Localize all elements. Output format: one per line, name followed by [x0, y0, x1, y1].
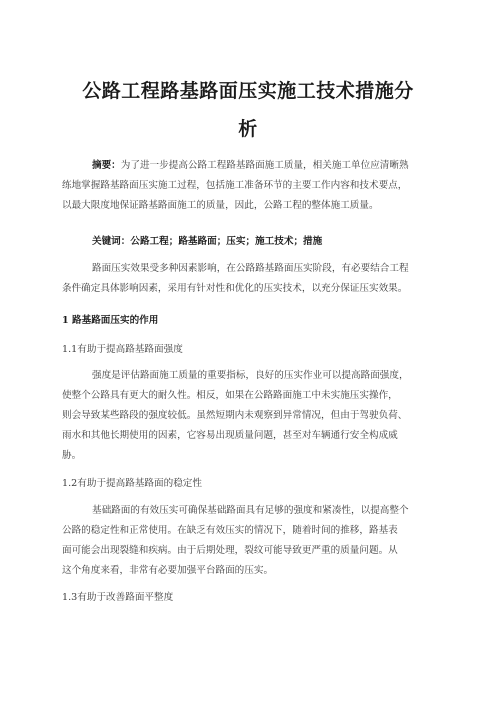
section-1-heading: 1 路基路面压实的作用 [62, 315, 159, 326]
s11-line-1: 强度是评估路面施工质量的重要指标，良好的压实作业可以提高路面强度， [92, 370, 409, 381]
document-title-line-1: 公路工程路基路面压实施工技术措施分 [82, 80, 414, 102]
section-1-3-heading: 1.3有助于改善路面平整度 [62, 592, 174, 603]
abstract-line-2: 练地掌握路基路面压实施工过程，包括施工准备环节的主要工作内容和技术要点， [62, 180, 408, 191]
s12-line-4: 这个角度来看，非常有必要加强平台路面的压实。 [62, 565, 274, 576]
s11-line-4: 雨水和其他长期使用的因素，它容易出现质量问题，甚至对车辆通行安全构成威 [62, 430, 398, 441]
keywords-label: 关键词： [92, 236, 131, 247]
section-1-1-heading: 1.1有助于提高路基路面强度 [62, 344, 183, 355]
abstract-line-1 [92, 160, 409, 172]
document-title-line-2: 析 [238, 118, 258, 140]
keywords-line [92, 236, 322, 248]
s11-line-5: 胁。 [62, 450, 82, 461]
s12-line-1: 基础路面的有效压实可确保基础路面具有足够的强度和紧凑性，以提高整个 [92, 505, 409, 516]
abstract-label: 摘要： [92, 160, 121, 171]
keywords-text: 公路工程；路基路面；压实；施工技术；措施 [130, 236, 323, 247]
s12-line-2: 公路的稳定性和正常使用。在缺乏有效压实的情况下，随着时间的推移，路基表 [62, 525, 398, 536]
s11-line-3: 则会导致某些路段的强度较低。虽然短期内未观察到异常情况，但由于驾驶负荷、 [62, 410, 408, 421]
s12-line-3: 面可能会出现裂缝和疾病。由于后期处理，裂纹可能导致更严重的质量问题。从 [62, 545, 398, 556]
intro-line-2: 条件确定具体影响因素，采用有针对性和优化的压实技术，以充分保证压实效果。 [62, 283, 408, 294]
abstract-line-3: 以最大限度地保证路基路面施工的质量，因此，公路工程的整体施工质量。 [62, 200, 379, 211]
abstract-text-1: 为了进一步提高公路工程路基路面施工质量，相关施工单位应清晰熟 [120, 160, 409, 171]
intro-line-1: 路面压实效果受多种因素影响，在公路路基路面压实阶段，有必要结合工程 [92, 263, 409, 274]
s11-line-2: 使整个公路具有更大的耐久性。相反，如果在公路路面施工中未实施压实操作， [62, 390, 398, 401]
section-1-2-heading: 1.2有助于提高路基路面的稳定性 [62, 478, 202, 489]
